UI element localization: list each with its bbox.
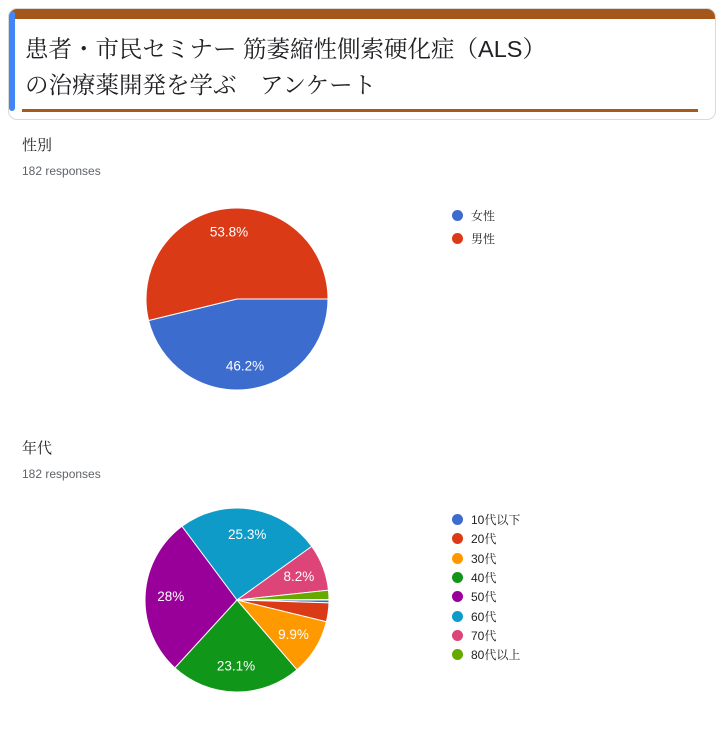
form-title bbox=[25, 31, 693, 103]
legend-color-dot bbox=[452, 611, 463, 622]
legend-label: 女性 bbox=[471, 209, 496, 223]
legend-label: 40代 bbox=[471, 571, 497, 586]
legend-label: 80代以上 bbox=[471, 648, 521, 663]
legend-color-dot bbox=[452, 233, 463, 244]
title-underline bbox=[22, 109, 698, 112]
legend-label: 男性 bbox=[471, 232, 496, 246]
pie-chart-gender bbox=[137, 199, 337, 399]
legend-label: 60代 bbox=[471, 609, 497, 624]
legend-color-dot bbox=[452, 591, 463, 602]
pie-percent-label: 25.3% bbox=[228, 527, 267, 542]
question-title-age: 年代 bbox=[22, 440, 53, 457]
pie-percent-label: 9.9% bbox=[278, 627, 309, 643]
response-count-age: 182 responses bbox=[22, 467, 101, 481]
legend-label: 20代 bbox=[471, 532, 497, 547]
response-count-gender: 182 responses bbox=[22, 164, 101, 178]
legend-gender bbox=[452, 204, 495, 250]
pie-percent-label: 23.1% bbox=[216, 658, 256, 674]
pie-chart-age bbox=[137, 500, 337, 700]
legend-item-60代 bbox=[452, 606, 520, 625]
legend-item-50代 bbox=[452, 587, 520, 606]
pie-percent-label: 8.2% bbox=[283, 568, 315, 584]
theme-color-bar bbox=[9, 9, 715, 19]
legend-color-dot bbox=[452, 649, 463, 660]
legend-label: 30代 bbox=[471, 551, 497, 566]
pie-percent-label: 53.8% bbox=[209, 224, 249, 240]
legend-item-30代 bbox=[452, 549, 520, 568]
focus-indicator-strip bbox=[9, 11, 15, 111]
pie-percent-label: 28% bbox=[157, 589, 185, 605]
question-title-gender: 性別 bbox=[22, 137, 53, 154]
legend-item-40代 bbox=[452, 568, 520, 587]
form-title-card bbox=[8, 8, 716, 120]
legend-item-80代以上 bbox=[452, 645, 520, 664]
form-title-line-1: 患者・市民セミナー 筋萎縮性側索硬化症（ALS） bbox=[25, 36, 546, 62]
legend-color-dot bbox=[452, 210, 463, 221]
legend-item-男性 bbox=[452, 227, 495, 250]
legend-label: 10代以下 bbox=[471, 513, 521, 528]
legend-color-dot bbox=[452, 553, 463, 564]
legend-color-dot bbox=[452, 630, 463, 641]
pie-percent-label: 46.2% bbox=[225, 358, 265, 374]
legend-color-dot bbox=[452, 572, 463, 583]
legend-item-10代以下 bbox=[452, 510, 520, 529]
legend-item-女性 bbox=[452, 204, 495, 227]
legend-label: 50代 bbox=[471, 590, 497, 605]
legend-color-dot bbox=[452, 514, 463, 525]
legend-age bbox=[452, 510, 520, 664]
legend-label: 70代 bbox=[471, 628, 497, 643]
form-title-line-2: の治療薬開発を学ぶ アンケート bbox=[25, 72, 377, 98]
legend-item-70代 bbox=[452, 626, 520, 645]
legend-item-20代 bbox=[452, 529, 520, 548]
legend-color-dot bbox=[452, 533, 463, 544]
